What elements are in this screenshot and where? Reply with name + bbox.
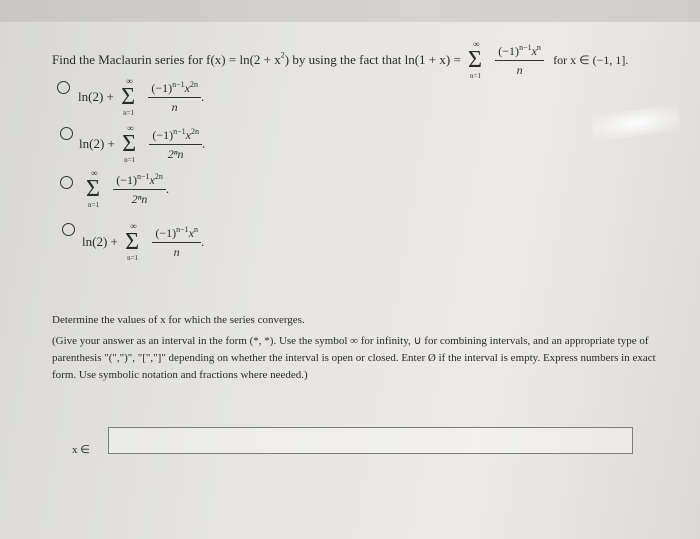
option-1[interactable]: ln(2) + ∞ Σ n=1 $\frac{(-1)^{n-1}x^{2n}}{n}$ . [78,76,205,117]
sum-upper: ∞ [473,39,480,49]
fraction-numerator: $(-1)^{n-1}x^n$ [495,43,544,61]
option-1-radio[interactable] [57,81,70,94]
interval-answer-input[interactable] [108,427,633,454]
option-2[interactable]: ln(2) + ∞ Σ n=1 $\frac{(-1)^{n-1}x^{2n}}{\text{2ⁿn}}$ . [79,123,206,164]
option-3-fraction: $\frac{(-1)^{n-1}x^{2n}}{\text{2ⁿn}}$ [113,172,166,207]
option-3-radio[interactable] [60,176,73,189]
question-fraction [495,43,544,78]
sigma-symbol: Σ [468,47,483,73]
domain-text: for x ∈ (−1, 1]. [553,52,629,67]
question-part2: ) by using the fact that ln(1 + x) = [284,52,461,67]
x-in-label: x ∈ [72,444,90,456]
option-3[interactable]: ∞ Σ n=1 $\frac{(-1)^{n-1}x^{2n}}{\text{2ⁿn}}$ . [86,168,170,209]
option-3-sum: ∞ Σ n=1 [86,168,100,209]
convergence-prompt: Determine the values of x for which the series converges. [52,314,305,326]
answer-instructions: (Give your answer as an interval in the form (*, *). Use the symbol ∞ for infinity, ∪ for combining intervals, and an appropriate type of parenthesis "(",")", "[","]" depending on whether the interval is open or closed. Enter Ø if the interval is empty. Express numbers in exact form. Use symbolic notation and fractions where needed.) [52,335,656,381]
option-2-fraction: $\frac{(-1)^{n-1}x^{2n}}{\text{2ⁿn}}$ [149,127,202,162]
option-4-fraction: $\frac{(-1)^{n-1}x^n}{n}$ [152,225,201,260]
question-text [52,40,628,80]
option-1-fraction: $\frac{(-1)^{n-1}x^{2n}}{n}$ [148,80,201,115]
option-1-prefix: ln(2) + [78,89,114,104]
option-4[interactable]: ln(2) + ∞ Σ n=1 $\frac{(-1)^{n-1}x^n}{n}$ . [82,221,205,262]
option-4-prefix: ln(2) + [82,234,118,249]
option-2-prefix: ln(2) + [79,136,115,151]
photo-top-edge [0,0,700,22]
sum-lower: n=1 [470,72,481,80]
option-4-sum: ∞ Σ n=1 [125,221,140,262]
screen-glare [591,104,682,142]
option-4-radio[interactable] [62,223,75,236]
fraction-denominator: n [516,62,523,77]
question-part1: Find the Maclaurin series for f(x) = ln(2 + x [52,52,281,67]
question-exp: 2 [280,50,285,60]
option-2-radio[interactable] [60,127,73,140]
option-2-sum: ∞ Σ n=1 [122,123,137,164]
option-1-sum: ∞ Σ n=1 [121,76,136,117]
question-sum [468,40,488,80]
